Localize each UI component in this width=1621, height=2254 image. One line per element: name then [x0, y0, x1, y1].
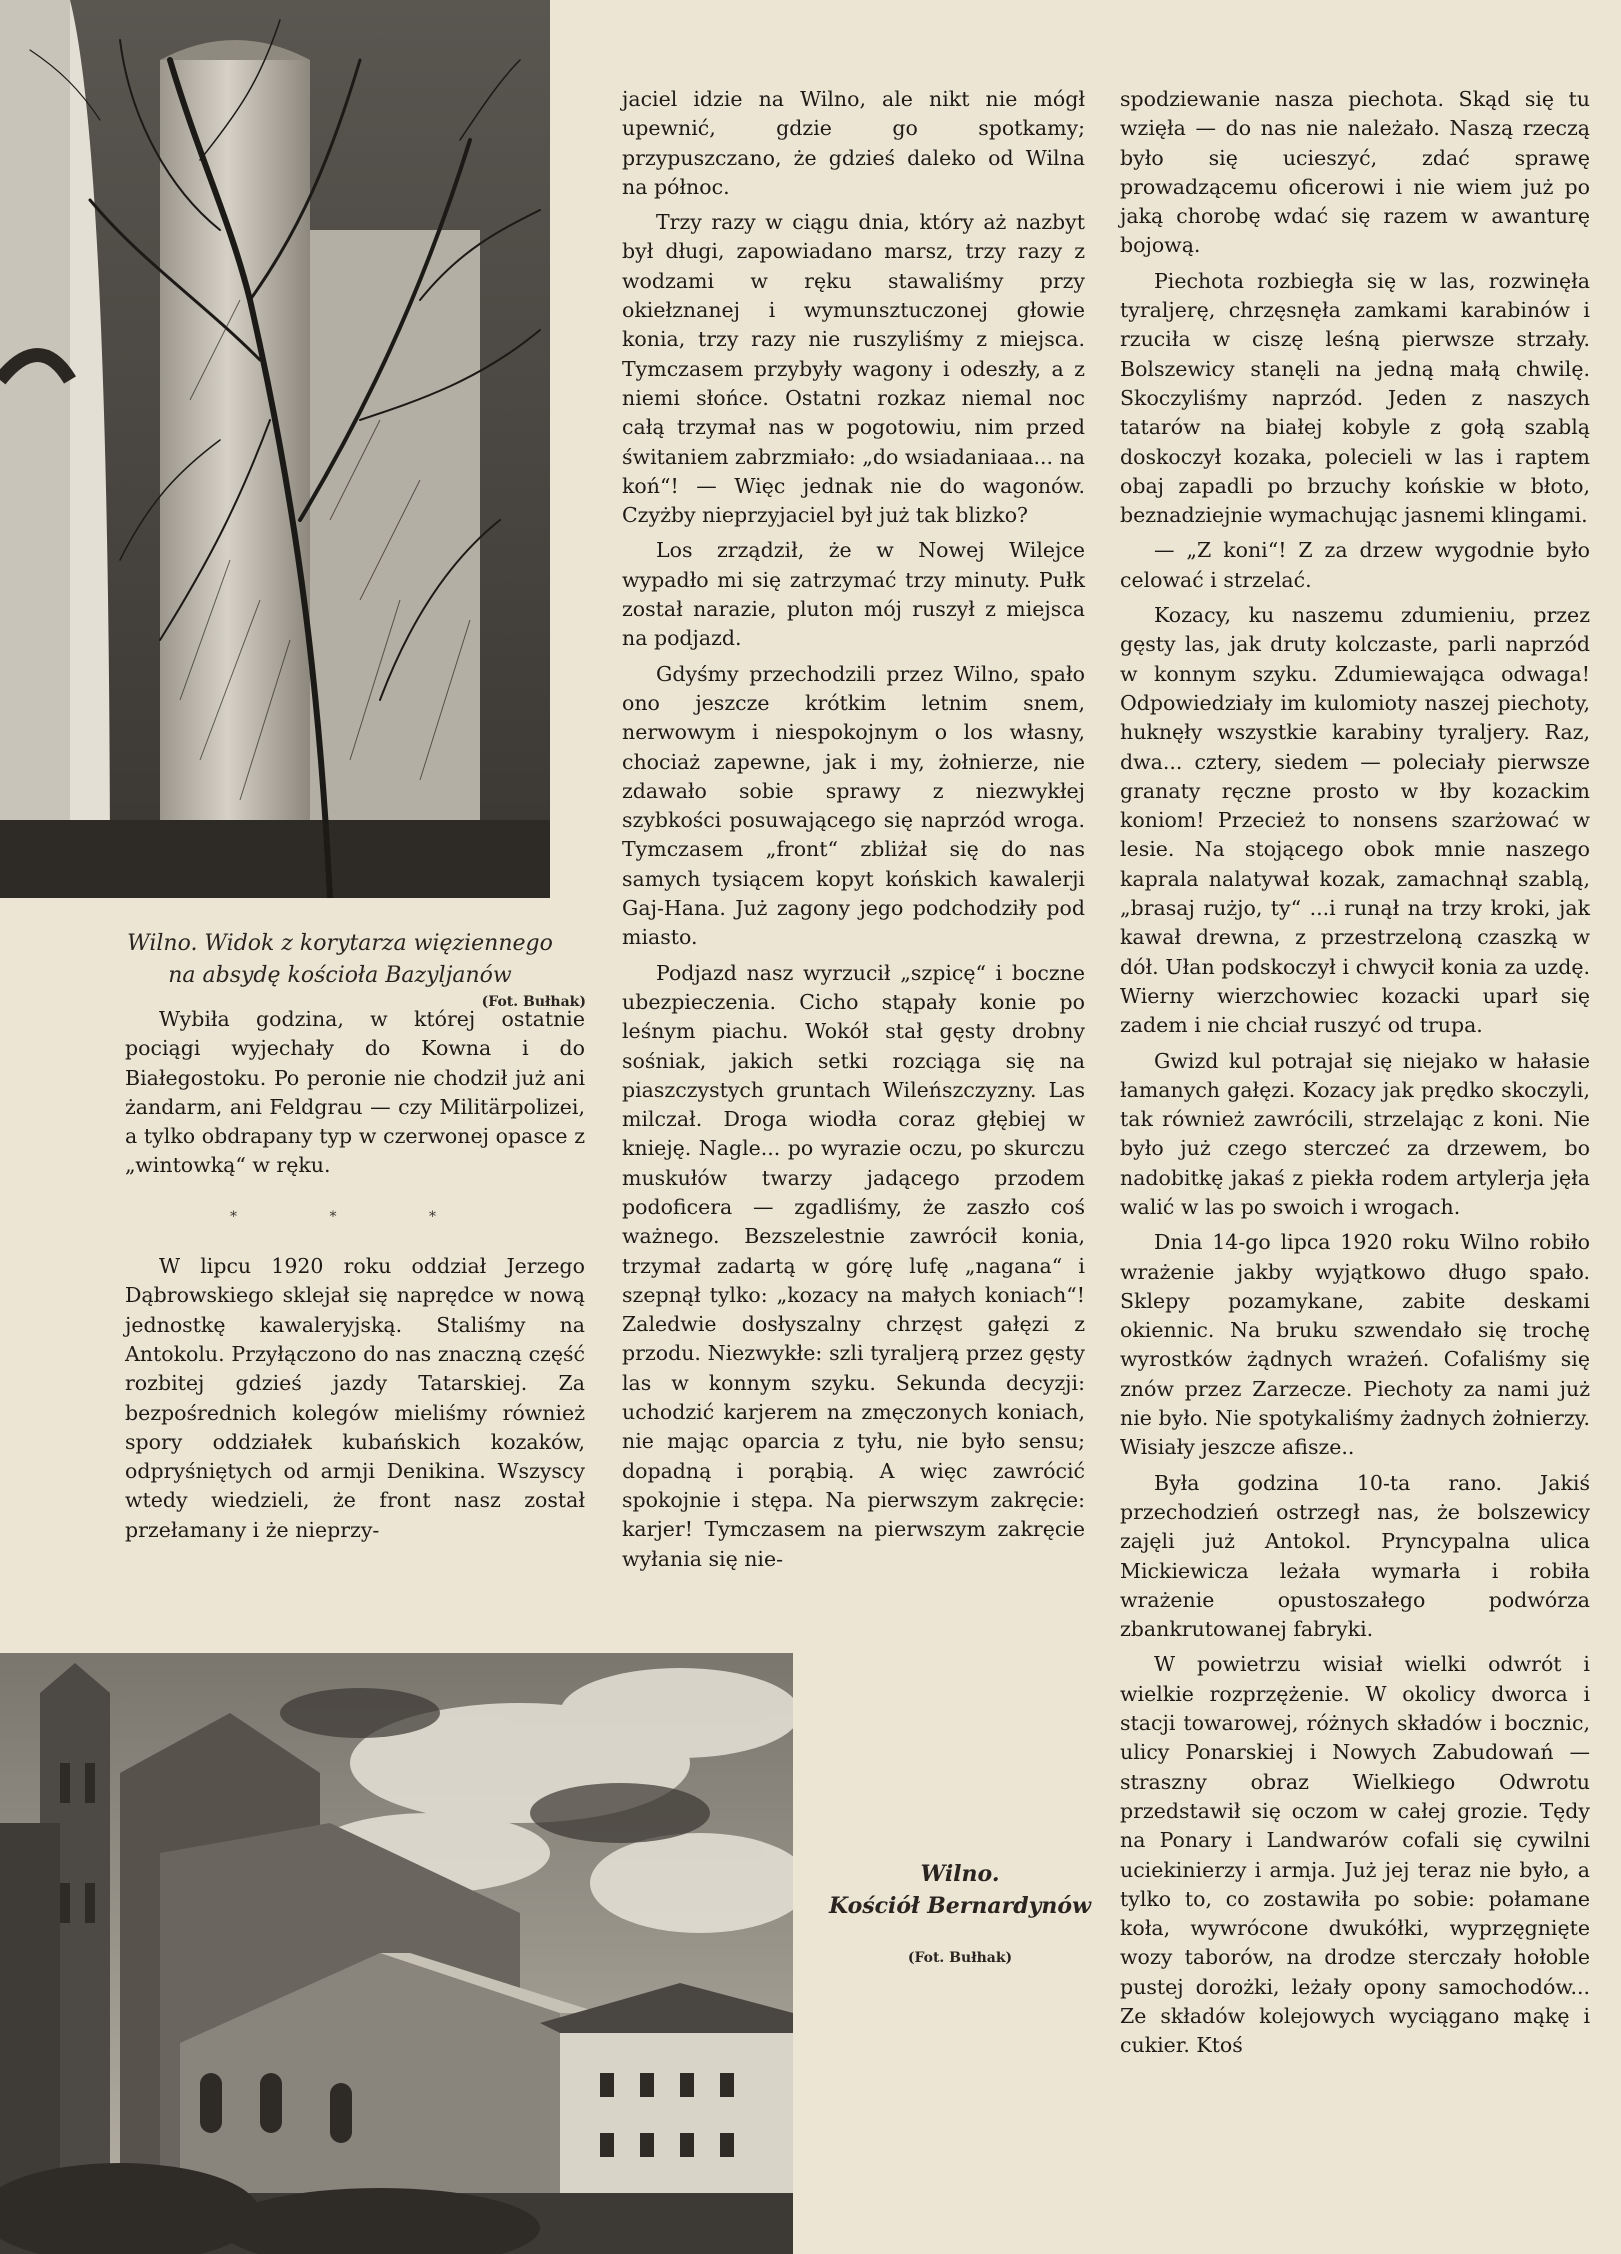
photo-bernardine-church: [0, 1653, 793, 2254]
photo-caption-top: [90, 928, 590, 1012]
caption-top-line2: na absydę kościoła Bazyljanów: [168, 963, 512, 988]
caption-top-line1: Wilno. Widok z korytarza więziennego: [127, 931, 553, 956]
caption-bottom-line1: Wilno.: [920, 1861, 1000, 1887]
paragraph: Podjazd nasz wyrzucił „szpicę“ i boczne ubezpieczenia. Cicho stąpały konie po leśnym piachu. Wokół stał gęsty drobny sośniak, jakich setki rozciąga się na piaszczystych gruntach Wileńszczyzny. Las milczał. Droga wiodła coraz głębiej w knieję. Nagle... po wyrazie oczu, po skurczu muskułów twarzy jadącego przodem podoficera — zgadliśmy, że zaszło coś ważnego. Bezszelestnie zawrócił konia, trzymał zadartą w górę lufę „nagana“ i szepnął tylko: „kozacy na małych koniach“! Zaledwie dosłyszalny chrzęst gałęzi z przodu. Niezwykłe: szli tyraljerą przez gęsty las w konnym szyku. Sekunda decyzji: uchodzić karjerem na zmęczonych koniach, nie mając oparcia z tyłu, nie było sensu; dopadną i porąbią. A więc zawrócić spokojnie i stępa. Na pierwszym zakręcie: karjer! Tymczasem na pierwszym zakręcie wyłania się nie-: [622, 960, 1085, 1571]
paragraph: Gwizd kul potrajał się niejako w hałasie łamanych gałęzi. Kozacy jak prędko skoczyli, tak również zawrócili, strzelając z koni. Nie było już czego sterczeć za drzewem, bo nadobitkę jakaś z piekła rodem artylerja jęła walić w las po swoich i wrogach.: [1120, 1048, 1590, 1219]
paragraph: Los zrządził, że w Nowej Wilejce wypadło mi się zatrzymać trzy minuty. Pułk został narazie, pluton mój ruszył z miejsca na podjazd.: [622, 538, 1085, 651]
paragraph: — „Z koni“! Z za drzew wygodnie było celować i strzelać.: [1120, 538, 1590, 592]
paragraph: Kozacy, ku naszemu zdumieniu, przez gęsty las, jak druty kolczaste, parli naprzód w konnym szyku. Zdumiewająca odwaga! Odpowiedziały im kulomioty naszej piechoty, huknęły wszystkie karabiny tyraljery. Raz, dwa... cztery, siedem — poleciały pierwsze granaty ręczne prosto w łby kozackim koniom! Przecież to nonsens szarżować w lesie. Na stojącego obok mnie naszego kaprala nalatywał kozak, zamachnął szablą, „brasaj rużjo, ty“ ...i runął na trzy kroki, jak kawał drewna, z przestrzeloną czaszką w dół. Ułan podskoczył i chwycił konia za uzdę. Wierny wierzchowiec kozacki uparł się zadem i nie chciał ruszyć od trupa.: [1120, 603, 1590, 1038]
paragraph: Dnia 14-go lipca 1920 roku Wilno robiło wrażenie jakby wyjątkowo długo spało. Sklepy pozamykane, zabite deskami okiennic. Na bruku szwendało się trochę wyrostków żądnych wrażeń. Cofaliśmy się znów przez Zarzecze. Piechoty za nami już nie było. Nie spotykaliśmy żadnych żołnierzy. Wisiały jeszcze afisze..: [1120, 1230, 1590, 1460]
photo-basilian-apse: [0, 0, 550, 898]
caption-bottom-line2: Kościół Bernardynów: [828, 1893, 1092, 1919]
text-column-middle: [622, 85, 1085, 1580]
text-column-right: [1120, 85, 1590, 2067]
paragraph: Wybiła godzina, w której ostatnie pociągi wyjechały do Kowna i do Białegostoku. Po peronie nie chodził już ani żandarm, ani Feldgrau — czy Militärpolizei, a tylko obdrapany typ w czerwonej opasce z „wintowką“ w ręku.: [125, 1007, 585, 1178]
paragraph: Gdyśmy przechodzili przez Wilno, spało ono jeszcze krótkim letnim snem, nerwowym i niespokojnym o los własny, chociaż zapewne, jak i my, żołnierze, nie zdawało sobie sprawy z niezwykłej szybkości posuwającego się naprzód wroga. Tymczasem „front“ zbliżał się do nas samych tysiącem kopyt końskich kawalerji Gaj-Hana. Już zagony jego podchodziły pod miasto.: [622, 661, 1085, 950]
section-separator: * * *: [230, 1208, 480, 1225]
paragraph: jaciel idzie na Wilno, ale nikt nie mógł upewnić, gdzie go spotkamy; przypuszczano, że gdzieś daleko od Wilna na północ.: [622, 87, 1085, 199]
paragraph: W powietrzu wisiał wielki odwrót i wielkie rozprzężenie. W okolicy dworca i stacji towarowej, różnych składów i bocznic, ulicy Ponarskiej i Nowych Zabudowań — straszny obraz Wielkiego Odwrotu przedstawił się oczom w całej grozie. Tędy na Ponary i Landwarów cofali się cywilni uciekinierzy i armja. Już jej teraz nie było, a tylko to, co zostawiła po sobie: połamane koła, wywrócone dwukółki, wyprzęgnięte wozy taborów, na drodze sterczały hołoble pustej dorożki, leżały opony samochodów... Ze składów kolejowych wyciągano mąkę i cukier. Ktoś: [1120, 1652, 1590, 2058]
paragraph: W lipcu 1920 roku oddział Jerzego Dąbrowskiego sklejał się naprędce w nową jednostkę kawaleryjską. Staliśmy na Antokolu. Przyłączono do nas znaczną część rozbitej gdzieś jazdy Tatarskiej. Za bezpośrednich kolegów mieliśmy również spory oddziałek kubańskich kozaków, odpryśniętych od armji Denikina. Wszyscy wtedy wiedzieli, że front nasz został przełamany i że nieprzy-: [125, 1254, 585, 1542]
paragraph: Piechota rozbiegła się w las, rozwinęła tyraljerę, chrzęsnęła zamkami karabinów i rzuciła w ciszę leśną pierwsze strzały. Bolszewicy stanęli na jedną małą chwilę. Skoczyliśmy naprzód. Jeden z naszych tatarów na białej kobyle z gołą szablą doskoczył kozaka, polecieli w las i raptem obaj zapadli po brzuchy końskie w błoto, beznadziejnie wymachując jasnemi klingami.: [1120, 268, 1590, 528]
photo-caption-bottom: [800, 1858, 1120, 1968]
caption-bottom-credit: (Fot. Bułhak): [907, 1950, 1013, 1966]
paragraph: spodziewanie nasza piechota. Skąd się tu wzięła — do nas nie należało. Naszą rzeczą było się ucieszyć, zdać sprawę prowadzącemu oficerowi i nie wiem już po jaką chorobę wdać się razem w awanturę bojową.: [1120, 87, 1590, 258]
text-column-left: [125, 1005, 585, 1551]
paragraph: Była godzina 10-ta rano. Jakiś przechodzień ostrzegł nas, że bolszewicy zajęli już Antokol. Pryncypalna ulica Mickiewicza leżała wymarła i robiła wrażenie opustoszałego podwórza zbankrutowanej fabryki.: [1120, 1470, 1590, 1642]
paragraph: Trzy razy w ciągu dnia, który aż nazbyt był długi, zapowiadano marsz, trzy razy z wodzami w ręku stawaliśmy przy okiełznanej i wymunsztuczonej głowie konia, trzy razy nie ruszyliśmy z miejsca. Tymczasem przybyły wagony i odeszły, a z niemi słońce. Ostatni rozkaz niemal noc całą trzymał nas w pogotowiu, nim przed świtaniem zabrzmiało: „do wsiadaniaaa... na koń“! — Więc jednak nie do wagonów. Czyżby nieprzyjaciel był już tak blizko?: [622, 210, 1086, 528]
caption-top-credit: (Fot. Bułhak): [481, 994, 586, 1010]
